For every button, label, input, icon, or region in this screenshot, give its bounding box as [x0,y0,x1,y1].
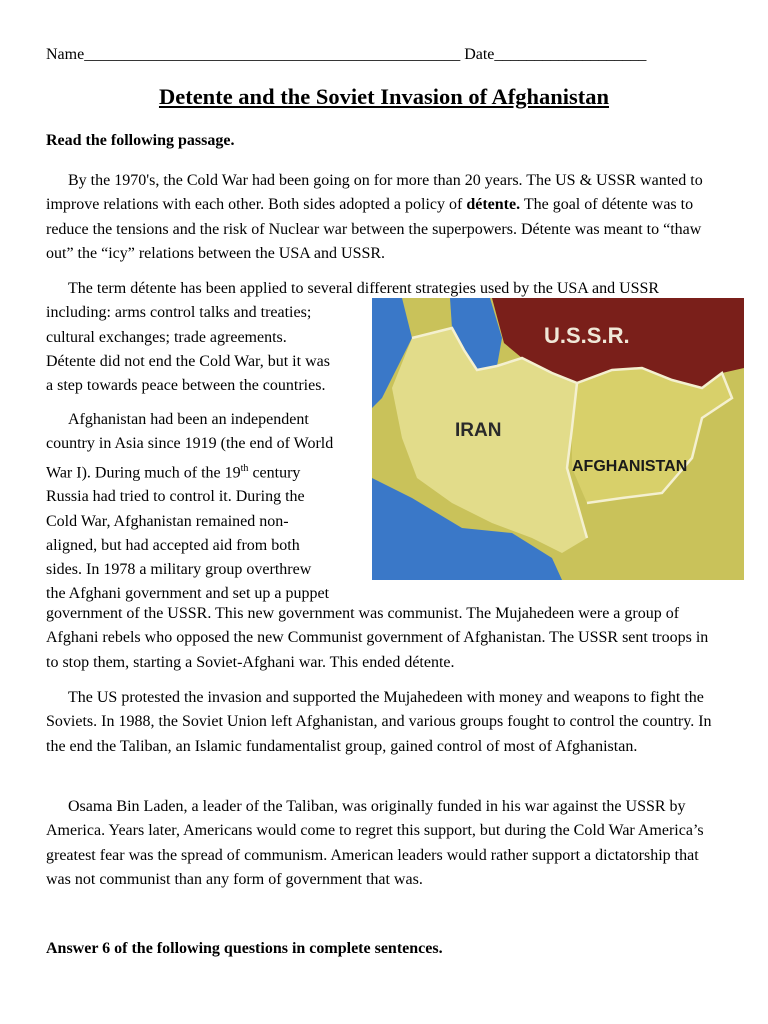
paragraph-1-bold: détente. [466,196,521,214]
paragraph-3-continuation: government of the USSR. This new government was communist. The Mujahedeen were a group of Afghani rebels who opposed the new Communist government of Afghanistan. The USSR sent troops in to stop them, starting a Soviet-Afghani war. This ended détente. [46,605,709,671]
paragraph-2-line-2: including: arms control talks and treaties; [46,304,312,322]
paragraph-3-line-4: Russia had tried to control it. During the [46,488,305,506]
paragraph-3-line-6: aligned, but had accepted aid from both [46,536,300,554]
page-title: Detente and the Soviet Invasion of Afghanistan [158,84,610,109]
paragraph-2-line-1: The term détente has been applied to several different strategies used by the USA and USSR [68,280,660,297]
paragraph-1 [46,169,722,266]
paragraph-3-line-2: country in Asia since 1919 (the end of World [46,435,334,453]
name-date-line [46,46,746,64]
paragraph-3-century: century [248,463,301,481]
map-label-afghanistan: AFGHANISTAN [572,458,688,475]
paragraph-3-superscript: th [240,462,249,474]
paragraph-3-line-8: the Afghani government and set up a puppet [46,585,330,603]
paragraph-4: The US protested the invasion and supported the Mujahedeen with money and weapons to fight the Soviets. In 1988, the Soviet Union left Afghanistan, and various groups fought to control the country. In the end the Taliban, an Islamic fundamentalist group, gained control of most of Afghanistan. [46,689,712,755]
paragraph-3-line-5: Cold War, Afghanistan remained non- [46,512,289,530]
paragraph-5: Osama Bin Laden, a leader of the Taliban, was originally funded in his war against the USSR by America. Years later, Americans would come to regret this support, but during the Cold War America’s greatest fear was the spread of communism. American leaders would rather support a dictatorship that was not communist than any form of government that was. [46,798,704,888]
paragraph-3-line-3-text: War I). During much of the 19 [46,463,241,481]
map-label-ussr: U.S.S.R. [544,323,630,348]
paragraph-1-part2: The goal of détente was to reduce the tensions and the risk of Nuclear war between the superpowers. Détente was meant to “thaw out” the “icy” relations between the USA and USSR. [46,196,702,262]
name-blank[interactable]: _______________________________________________ [84,46,461,63]
paragraph-3 [46,408,368,607]
answer-instruction: Answer 6 of the following questions in complete sentences. [46,940,443,957]
name-label: Name [46,46,85,63]
read-instruction: Read the following passage. [46,132,235,149]
paragraph-3-line-3 [46,457,368,486]
map-label-iran: IRAN [455,420,502,441]
paragraph-2-line-3: cultural exchanges; trade agreements. [46,328,287,346]
paragraph-2-line-4: Détente did not end the Cold War, but it was [46,352,330,370]
date-blank[interactable]: ___________________ [494,46,647,63]
paragraph-2-line-5: a step towards peace between the countries. [46,377,326,395]
paragraph-3-line-7: sides. In 1978 a military group overthrew [46,561,312,579]
map-image [372,298,744,580]
date-label: Date [464,46,495,63]
paragraph-1-part1: By the 1970's, the Cold War had been going on for more than 20 years. The US & USSR wanted to improve relations with each other. Both sides adopted a policy of [46,172,703,214]
paragraph-3-line-1: Afghanistan had been an independent [68,411,309,428]
